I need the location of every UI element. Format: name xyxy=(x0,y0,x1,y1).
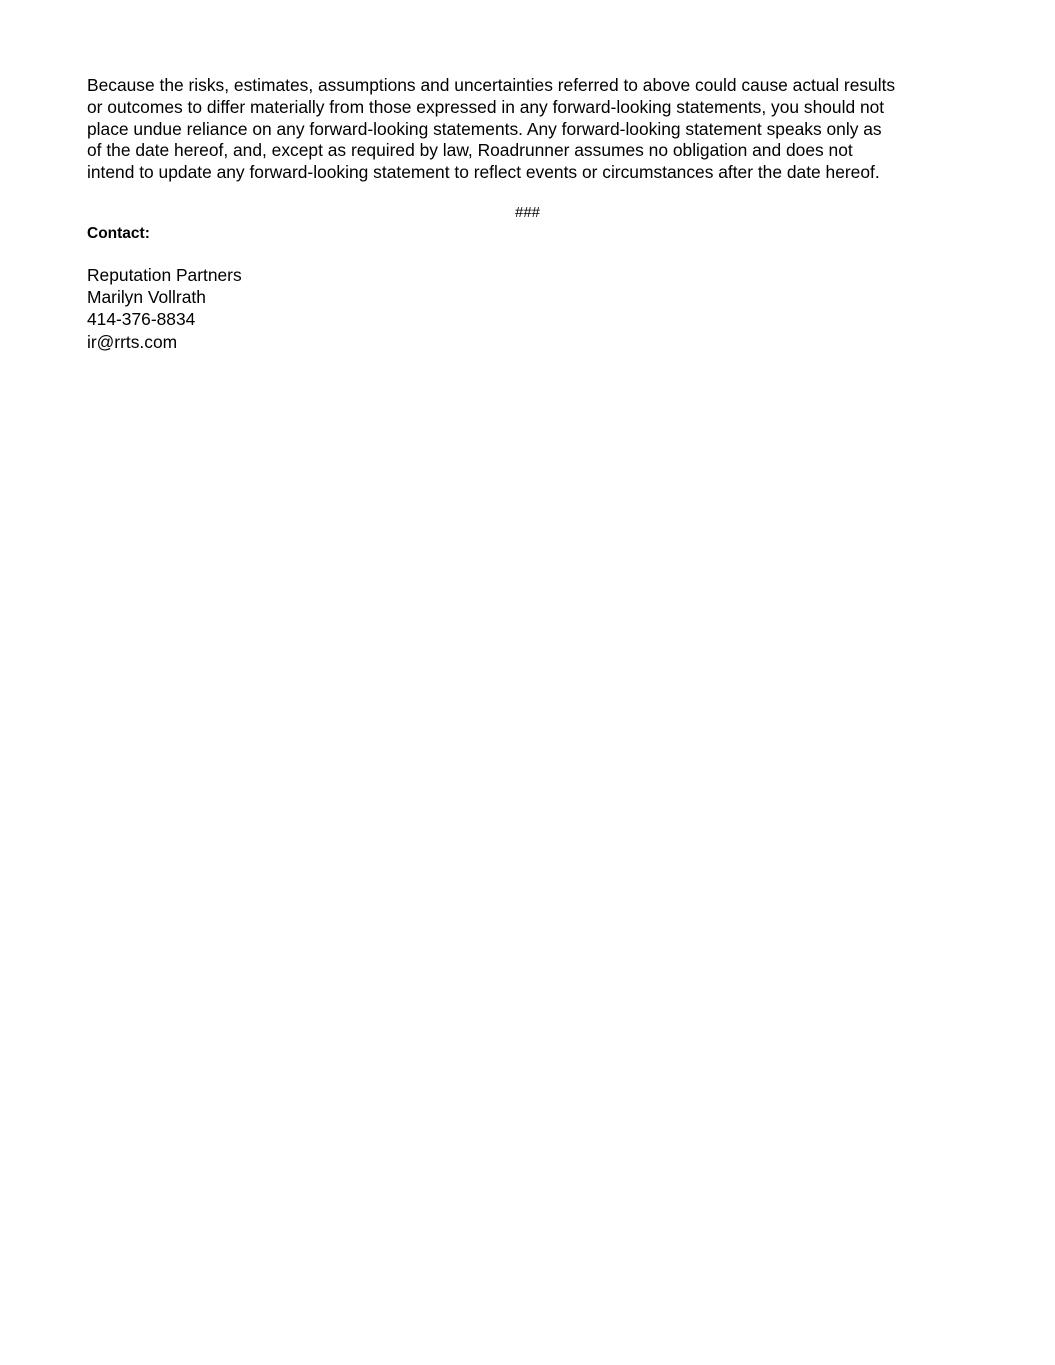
paragraph-line: place undue reliance on any forward-looking statements. Any forward-looking statement speaks only as xyxy=(87,118,882,139)
paragraph-line: Because the risks, estimates, assumptions and uncertainties referred to above could cause actual results xyxy=(87,75,896,95)
section-separator: ### xyxy=(514,204,541,221)
paragraph-line: intend to update any forward-looking statement to reflect events or circumstances after the date hereof. xyxy=(87,162,880,183)
paragraph-line: or outcomes to differ materially from those expressed in any forward-looking statements, you should not xyxy=(87,96,885,117)
contact-heading: Contact: xyxy=(87,225,150,242)
contact-email: ir@rrts.com xyxy=(87,331,178,352)
contact-phone: 414-376-8834 xyxy=(87,309,196,330)
contact-details xyxy=(87,264,242,353)
paragraph-line: of the date hereof, and, except as required by law, Roadrunner assumes no obligation and does not xyxy=(87,140,853,161)
contact-organization: Reputation Partners xyxy=(87,265,242,285)
forward-looking-disclaimer-paragraph xyxy=(87,75,982,184)
contact-name: Marilyn Vollrath xyxy=(87,287,206,308)
